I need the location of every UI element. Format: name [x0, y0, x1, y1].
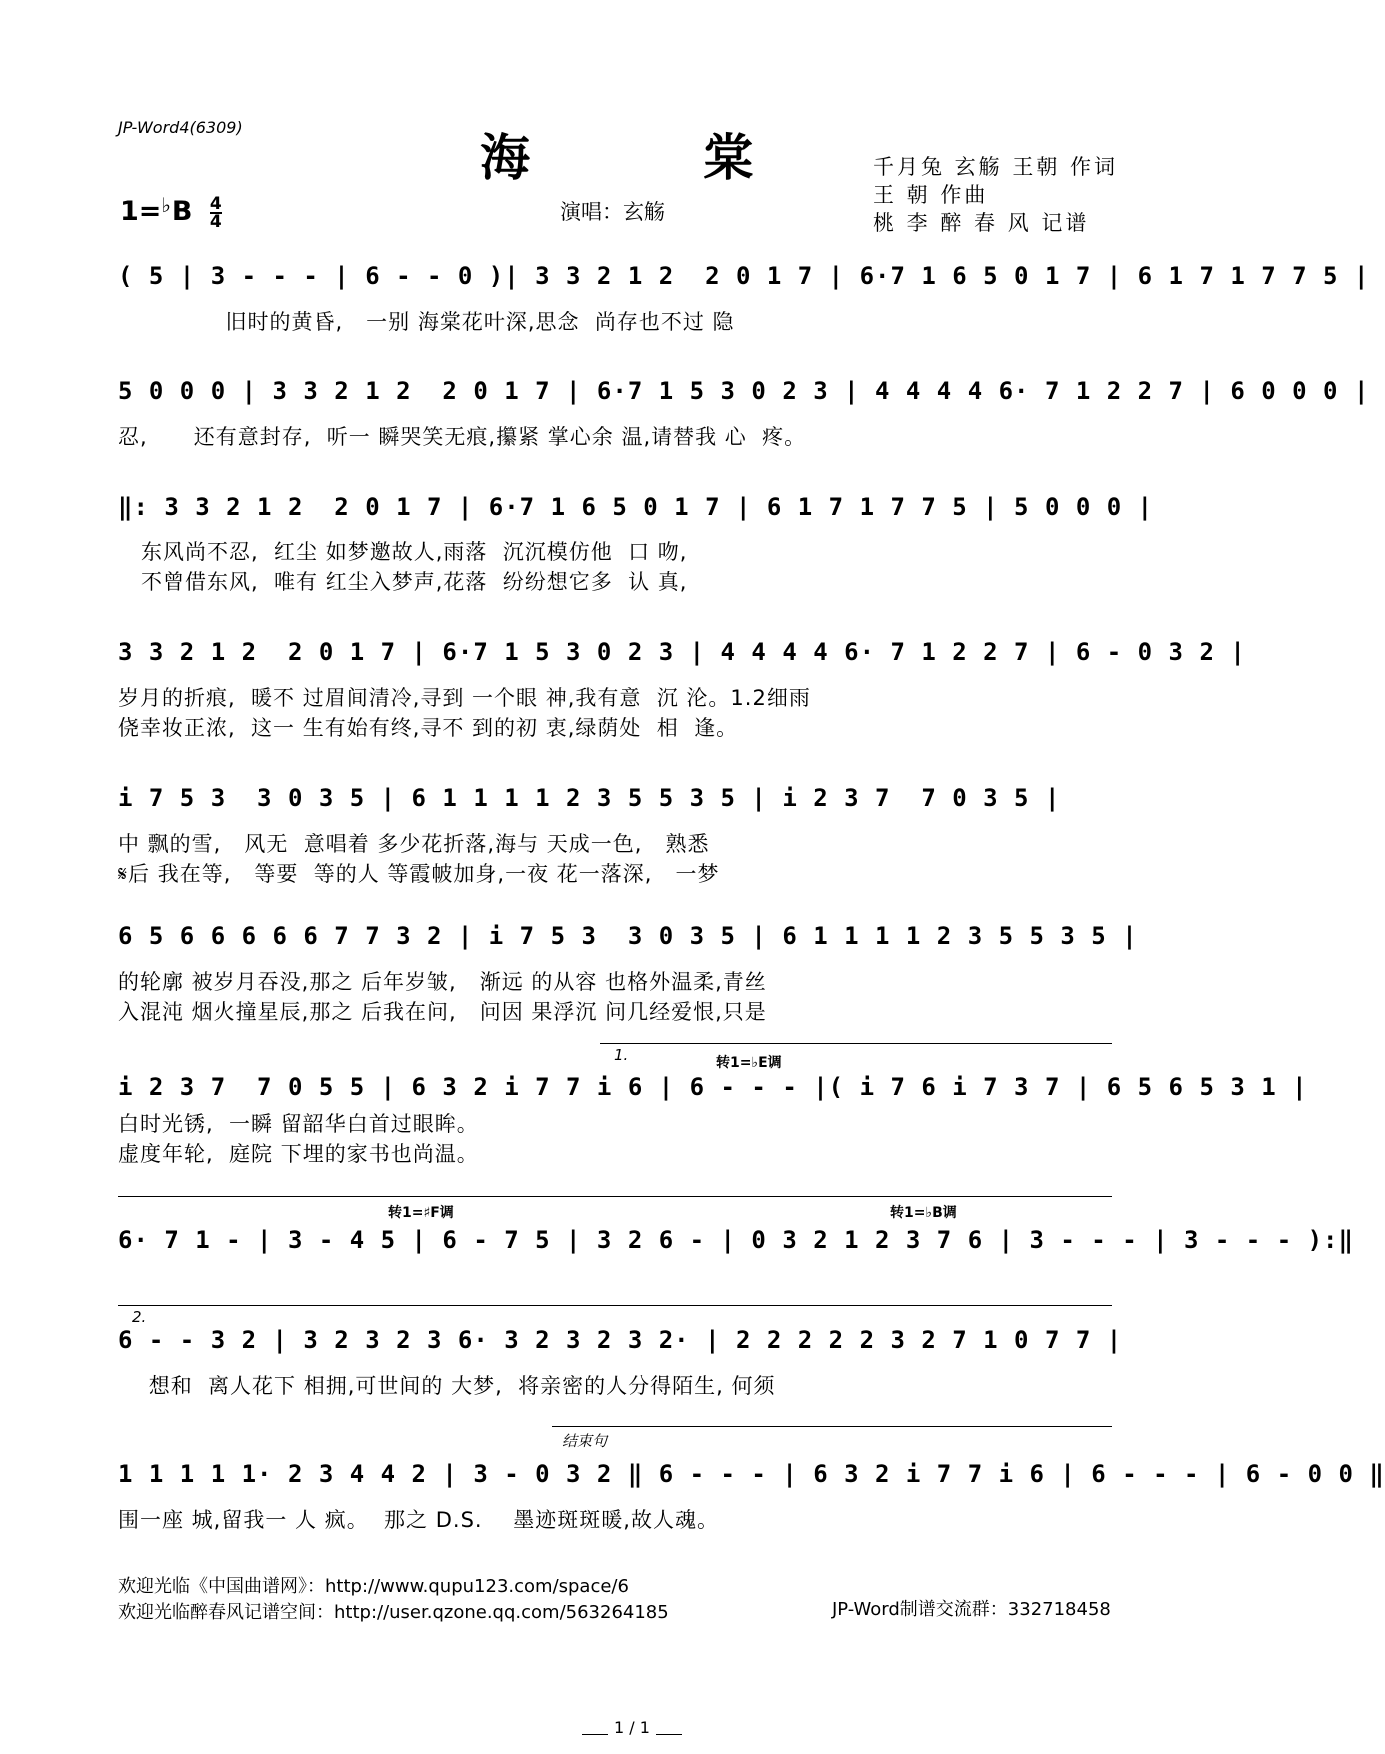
lyric-line: 围一座 城,留我一 人 疯。 那之 D.S. 墨迹斑斑暖,故人魂。: [118, 1508, 719, 1532]
modulation-mark: 转1=♭B调: [890, 1205, 957, 1221]
notation-line: ‖: 3 3 2 1 2 2 0 1 7 | 6·7 1 6 5 0 1 7 | 6 1 7 1 7 7 5 | 5 0 0 0 |: [118, 493, 1154, 521]
modulation-mark: 转1=♭E调: [716, 1055, 782, 1071]
lyric-line: 中 飘的雪, 风无 意唱着 多少花折落,海与 天成一色, 熟悉: [118, 832, 710, 856]
lyric-line: 的轮廓 被岁月吞没,那之 后年岁皱, 渐远 的从容 也格外温柔,青丝: [118, 970, 767, 994]
notation-line: 6 - - 3 2 | 3 2 3 2 3 6· 3 2 3 2 3 2· | 2 2 2 2 2 3 2 7 1 0 7 7 |: [118, 1326, 1123, 1354]
lyric-line: 忍, 还有意封存, 听一 瞬哭笑无痕,攥紧 掌心余 温,请替我 心 疼。: [118, 425, 807, 449]
notation-line: ( 5 | 3 - - - | 6 - - 0 )| 3 3 2 1 2 2 0 1 7 | 6·7 1 6 5 0 1 7 | 6 1 7 1 7 7 5 |: [118, 262, 1370, 290]
footer-link-qzone[interactable]: 欢迎光临醉春风记谱空间：http://user.qzone.qq.com/563264185: [118, 1602, 669, 1623]
volta-label: 1.: [614, 1046, 629, 1064]
credits: [873, 153, 1118, 237]
lyric-line: 白时光锈, 一瞬 留韶华白首过眼眸。: [118, 1112, 479, 1136]
lyric-line: 侥幸妆正浓, 这一 生有始有终,寻不 到的初 衷,绿荫处 相 逢。: [118, 716, 739, 740]
lyric-line: 岁月的折痕, 暖不 过眉间清冷,寻到 一个眼 神,我有意 沉 沦。1.2细雨: [118, 686, 811, 710]
coda-bracket: [552, 1426, 1112, 1427]
notation-line: 3 3 2 1 2 2 0 1 7 | 6·7 1 5 3 0 2 3 | 4 4 4 4 6· 7 1 2 2 7 | 6 - 0 3 2 |: [118, 638, 1246, 666]
notation-line: 1 1 1 1 1· 2 3 4 4 2 | 3 - 0 3 2 ‖ 6 - - - | 6 3 2 i 7 7 i 6 | 6 - - - | 6 - 0 0 ‖: [118, 1460, 1385, 1488]
lyric-line: 虚度年轮, 庭院 下埋的家书也尚温。: [118, 1142, 479, 1166]
credit-notation: 桃 李 醉 春 风 记谱: [873, 211, 1090, 235]
notation-line: i 7 5 3 3 0 3 5 | 6 1 1 1 1 2 3 5 5 3 5 | i 2 3 7 7 0 3 5 |: [118, 784, 1061, 812]
meter-bottom: 4: [209, 211, 222, 232]
lyric-line: 东风尚不忍, 红尘 如梦邀故人,雨落 沉沉模仿他 口 吻,: [118, 540, 688, 564]
lyric-line: 旧时的黄昏, 一别 海棠花叶深,思念 尚存也不过 隐: [118, 310, 735, 334]
singer: 演唱：玄觞: [560, 200, 665, 224]
time-signature: [209, 193, 222, 232]
modulation-mark: 转1=♯F调: [388, 1205, 454, 1221]
notation-line: 5 0 0 0 | 3 3 2 1 2 2 0 1 7 | 6·7 1 5 3 0 2 3 | 4 4 4 4 6· 7 1 2 2 7 | 6 0 0 0 |: [118, 377, 1370, 405]
volta-bracket: [600, 1043, 1112, 1044]
lyric-line: 想和 离人花下 相拥,可世间的 大梦, 将亲密的人分得陌生, 何须: [118, 1374, 776, 1398]
lyric-line: 𝄋后 我在等, 等要 等的人 等霞帔加身,一夜 花一落深, 一梦: [118, 862, 720, 886]
footer-group: JP-Word制谱交流群：332718458: [832, 1599, 1111, 1620]
footer-link-qupu[interactable]: 欢迎光临《中国曲谱网》：http://www.qupu123.com/space/6: [118, 1576, 629, 1597]
key-signature: [120, 193, 222, 230]
key-prefix: 1=: [120, 196, 162, 227]
lyric-line: 入混沌 烟火撞星辰,那之 后我在问, 问因 果浮沉 问几经爱恨,只是: [118, 1000, 767, 1024]
notation-line: i 2 3 7 7 0 5 5 | 6 3 2 i 7 7 i 6 | 6 - - - |( i 7 6 i 7 3 7 | 6 5 6 5 3 1 |: [118, 1073, 1308, 1101]
notation-line: 6· 7 1 - | 3 - 4 5 | 6 - 7 5 | 3 2 6 - | 0 3 2 1 2 3 7 6 | 3 - - - | 3 - - - ):‖: [118, 1226, 1354, 1254]
key-note: B: [171, 196, 193, 227]
credit-lyrics: 千月兔 玄觞 王朝 作词: [873, 155, 1119, 179]
coda-label: 结束句: [562, 1432, 608, 1450]
volta-label: 2.: [132, 1308, 147, 1326]
software-label: JP-Word4(6309): [118, 118, 243, 137]
song-title: 海 棠: [480, 128, 832, 187]
flat-icon: ♭: [161, 193, 171, 217]
notation-line: 6 5 6 6 6 6 6 7 7 3 2 | i 7 5 3 3 0 3 5 | 6 1 1 1 1 2 3 5 5 3 5 |: [118, 922, 1138, 950]
page-number: 1 / 1: [576, 1718, 688, 1737]
meter-top: 4: [209, 193, 222, 214]
volta-bracket: [118, 1196, 1112, 1197]
volta-bracket: [118, 1305, 1112, 1306]
credit-music: 王 朝 作曲: [873, 183, 989, 207]
lyric-line: 不曾借东风, 唯有 红尘入梦声,花落 纷纷想它多 认 真,: [118, 570, 688, 594]
